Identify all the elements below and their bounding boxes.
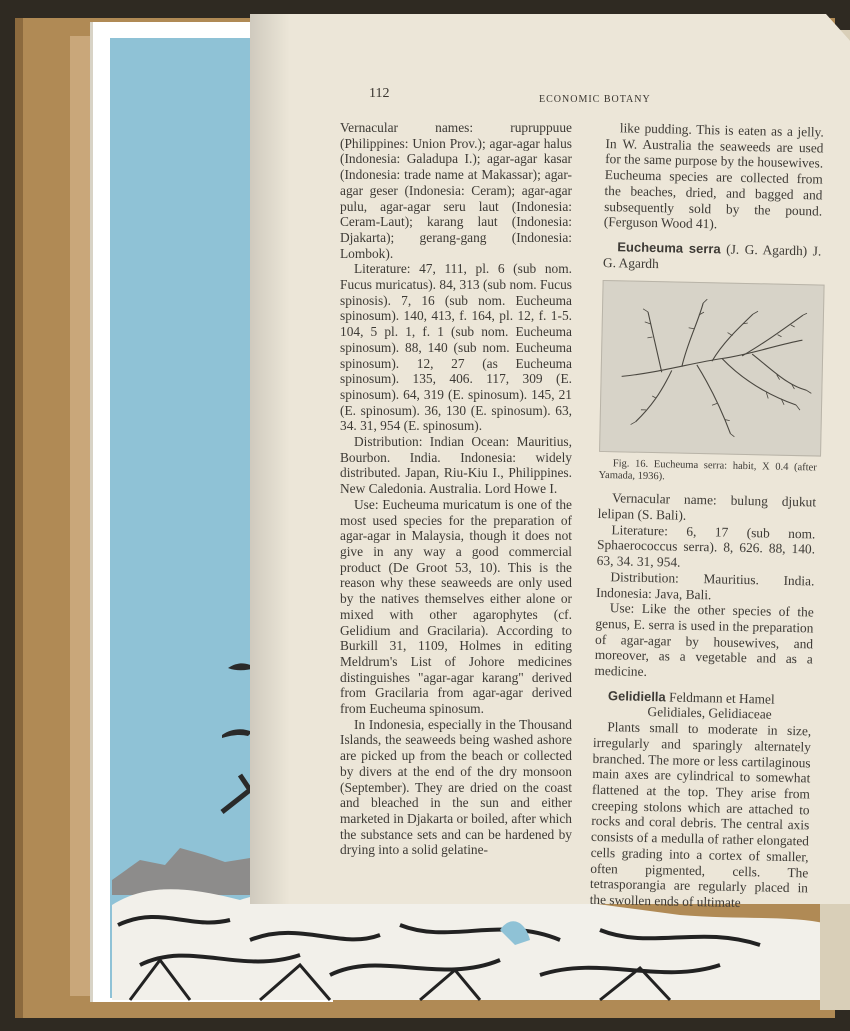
- vernacular-names-paragraph: Vernacular names: rupruppuue (Philippines: Union Prov.); agar-agar halus (Indonesia: Galadupa I.); agar-agar kasar (Indonesia: trade name at Makassar); agar-agar geser (Indonesia: Ceram); agar-agar pulu, agar-agar seru laut (Indonesia: Ceram-Laut); karang laut (Indonesia: Djakarta); gerang-gang (Indonesia: Lombok).: [340, 120, 572, 261]
- page-gutter-shadow: [250, 14, 290, 904]
- figure-caption: Fig. 16. Eucheuma serra: habit, X 0.4 (after Yamada, 1936).: [598, 458, 817, 483]
- use-paragraph-2: Use: Like the other species of the genus, E. serra is used in the preparation of agar-agar by housewives, and moreover, as a vegetable and as a medicine.: [594, 600, 814, 680]
- species-heading-line: [603, 239, 822, 275]
- literature-paragraph: Literature: 47, 111, pl. 6 (sub nom. Fucus muricatus). 84, 313 (sub nom. Fucus spinosis). 7, 16 (sub nom. Eucheuma spinosum). 140, 413, f. 164, pl. 12, f. 1-5. 104, 5 pl. 1, f. 1 (sub nom. Eucheuma spinosum). 88, 140 (sub nom. Eucheuma spinosum). 12, 27 (as Eucheuma spinosum). 135, 406. 117, 309 (E. spinosum). 64, 319 (E. spinosum). 145, 21 (E. spinosum). 36, 130 (E. spinosum). 63, 34. 31, 954 (E. spinosum).: [340, 261, 572, 434]
- genus-description: Plants small to moderate in size, irregularly and sparingly alternately branched. The more or less cartilaginous main axes are cylindrical to somewhat flattened at the top. They arise from creeping stolons which are attached to rocks and coral debris. The central axis consists of a medulla of rather elongated cells grading into a cortex of smaller, often pigmented, cells. The tetrasporangia are regularly placed in the swollen ends of ultimate: [589, 719, 812, 910]
- continuation-paragraph: like pudding. This is eaten as a jelly. In W. Australia the seaweeds are used for the same purpose by the housewives. Eucheuma species are collected from the beaches, dried, and bagged and subsequently sold by the pound. (Ferguson Wood 41).: [603, 120, 824, 232]
- family-line: Gelidiales, Gelidiaceae: [647, 704, 772, 723]
- left-column: [340, 120, 572, 858]
- literature-paragraph-2: Literature: 6, 17 (sub nom. Sphaerococcus serra). 8, 626. 88, 140. 63, 34. 31, 954.: [596, 521, 816, 570]
- distribution-paragraph-2: Distribution: Mauritius. India. Indonesia: Java, Bali.: [595, 569, 815, 602]
- page-number: 112: [369, 86, 390, 101]
- species-heading: Eucheuma serra: [617, 239, 721, 257]
- right-column: [590, 120, 824, 912]
- indonesia-paragraph: In Indonesia, especially in the Thousand Islands, the seaweeds being washed ashore are picked up from the beach or collected by divers at the end of the dry monsoon (September). They are dried on the coast and bleached in the sun and either marketed in Djakarta or boiled, after which the substance sets and can be hardened by drying into a solid gelatine-: [340, 716, 572, 858]
- genus-author: Feldmann et Hamel: [668, 689, 775, 707]
- species-author: (J. G. Agardh) J. G. Agardh: [602, 241, 822, 271]
- distribution-paragraph: Distribution: Indian Ocean: Mauritius, Bourbon. India. Indonesia: widely distributed. Japan, Riu-Kiu I., Philippines. New Caledonia. Australia. Lord Howe I.: [340, 434, 572, 497]
- use-paragraph: Use: Eucheuma muricatum is one of the most used species for the preparation of agar-agar in Malaysia, though it does not give in any way a good commercial product (De Groot 53, 10). This is the reason why these seaweeds are only used by the natives themselves either alone or mixed with other agarophytes (cf. Gelidium and Gracilaria). According to Burkill 31, 1109, Holmes in editing Meldrum's List of Johore medicines distinguishes "agar-agar karang" derived from Gracilaria from agar-agar derived from Eucheuma spinosum.: [340, 496, 572, 717]
- figure-eucheuma-serra: [599, 280, 825, 457]
- seaweed-drawing: [600, 281, 824, 456]
- vernacular-name-paragraph: Vernacular name: bulung djukut lelipan (S. Bali).: [597, 490, 817, 523]
- running-head: ECONOMIC BOTANY: [539, 94, 651, 105]
- genus-heading: Gelidiella: [607, 687, 666, 705]
